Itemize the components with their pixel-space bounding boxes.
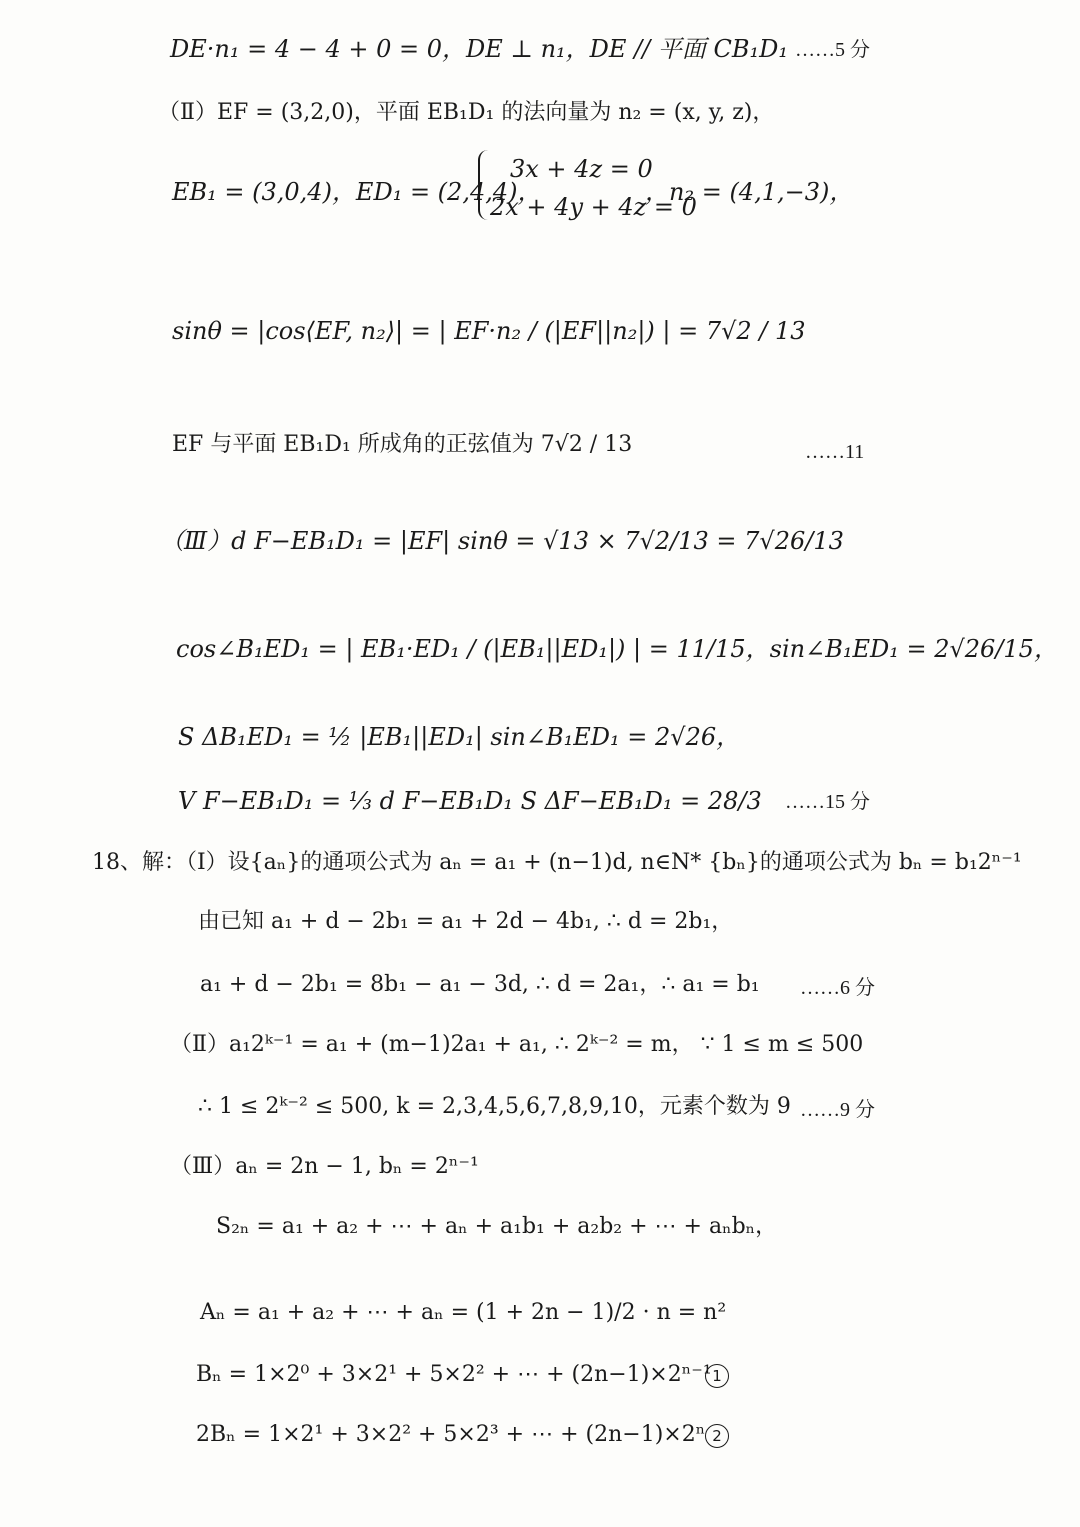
2bn-sum: 2Bₙ = 1×2¹ + 3×2² + 5×2³ + ⋯ + (2n−1)×2ⁿ: [196, 1422, 706, 1447]
q18-part2-range: ∴ 1 ≤ 2ᵏ⁻² ≤ 500, k = 2,3,4,5,6,7,8,9,10，元素个数为 9: [198, 1094, 791, 1119]
part3-distance: （Ⅲ）d F−EB₁D₁ = |EF| sinθ = √13 × 7√2/13 = 7√26/13: [160, 527, 844, 555]
q18-part3: （Ⅲ）aₙ = 2n − 1, bₙ = 2ⁿ⁻¹: [170, 1154, 479, 1179]
score-6: ……6 分: [800, 977, 875, 999]
line-de-perp: DE·n₁ = 4 − 4 + 0 = 0，DE ⊥ n₁，DE // 平面 CB₁D₁: [170, 35, 788, 63]
bn-sum: Bₙ = 1×2⁰ + 3×2¹ + 5×2² + ⋯ + (2n−1)×2ⁿ⁻¹: [196, 1362, 712, 1387]
triangle-area: S ΔB₁ED₁ = ½ |EB₁||ED₁| sin∠B₁ED₁ = 2√26，: [178, 723, 741, 751]
part2-header: （Ⅱ）EF = (3,2,0)，平面 EB₁D₁ 的法向量为 n₂ = (x, y, z)，: [158, 100, 775, 125]
sine-value-line: EF 与平面 EB₁D₁ 所成角的正弦值为 7√2 / 13: [172, 432, 633, 457]
vectors-eb1-ed1: EB₁ = (3,0,4)，ED₁ = (2,4,4)，: [172, 178, 542, 206]
s2n-sum: S₂ₙ = a₁ + a₂ + ⋯ + aₙ + a₁b₁ + a₂b₂ + ⋯ + aₙbₙ，: [216, 1214, 778, 1239]
marker-1: 1: [705, 1364, 729, 1388]
cos-angle: cos∠B₁ED₁ = | EB₁·ED₁ / (|EB₁||ED₁|) | = 11/15，sin∠B₁ED₁ = 2√26/15，: [176, 635, 1058, 663]
system-eq-1: 3x + 4z = 0: [510, 155, 653, 183]
system-eq-2: 2x + 4y + 4z = 0: [490, 193, 697, 221]
an-sum: Aₙ = a₁ + a₂ + ⋯ + aₙ = (1 + 2n − 1)/2 · n = n²: [200, 1300, 727, 1325]
volume: V F−EB₁D₁ = ⅓ d F−EB₁D₁ S ΔF−EB₁D₁ = 28/3: [178, 787, 762, 815]
q18-known-2: a₁ + d − 2b₁ = 8b₁ − a₁ − 3d, ∴ d = 2a₁，∴ a₁ = b₁: [200, 972, 760, 997]
q18-part1: 18、解：（Ⅰ）设{aₙ}的通项公式为 aₙ = a₁ + (n−1)d, n∈N* {bₙ}的通项公式为 bₙ = b₁2ⁿ⁻¹: [92, 850, 1022, 875]
score-11: ……11: [805, 441, 865, 463]
q18-known-1: 由已知 a₁ + d − 2b₁ = a₁ + 2d − 4b₁, ∴ d = 2b₁，: [198, 909, 734, 934]
marker-2: 2: [705, 1424, 729, 1448]
q18-part2: （Ⅱ）a₁2ᵏ⁻¹ = a₁ + (m−1)2a₁ + a₁, ∴ 2ᵏ⁻² = m， ∵ 1 ≤ m ≤ 500: [170, 1032, 864, 1057]
score-9: ……9 分: [800, 1099, 875, 1121]
normal-n2: ，n₂ = (4,1,−3)，: [645, 178, 854, 206]
score-15: ……15 分: [785, 791, 870, 813]
score-5: ……5 分: [795, 39, 870, 61]
sin-theta-formula: sinθ = |cos⟨EF, n₂⟩| = | EF·n₂ / (|EF||n₂|) | = 7√2 / 13: [172, 317, 806, 345]
